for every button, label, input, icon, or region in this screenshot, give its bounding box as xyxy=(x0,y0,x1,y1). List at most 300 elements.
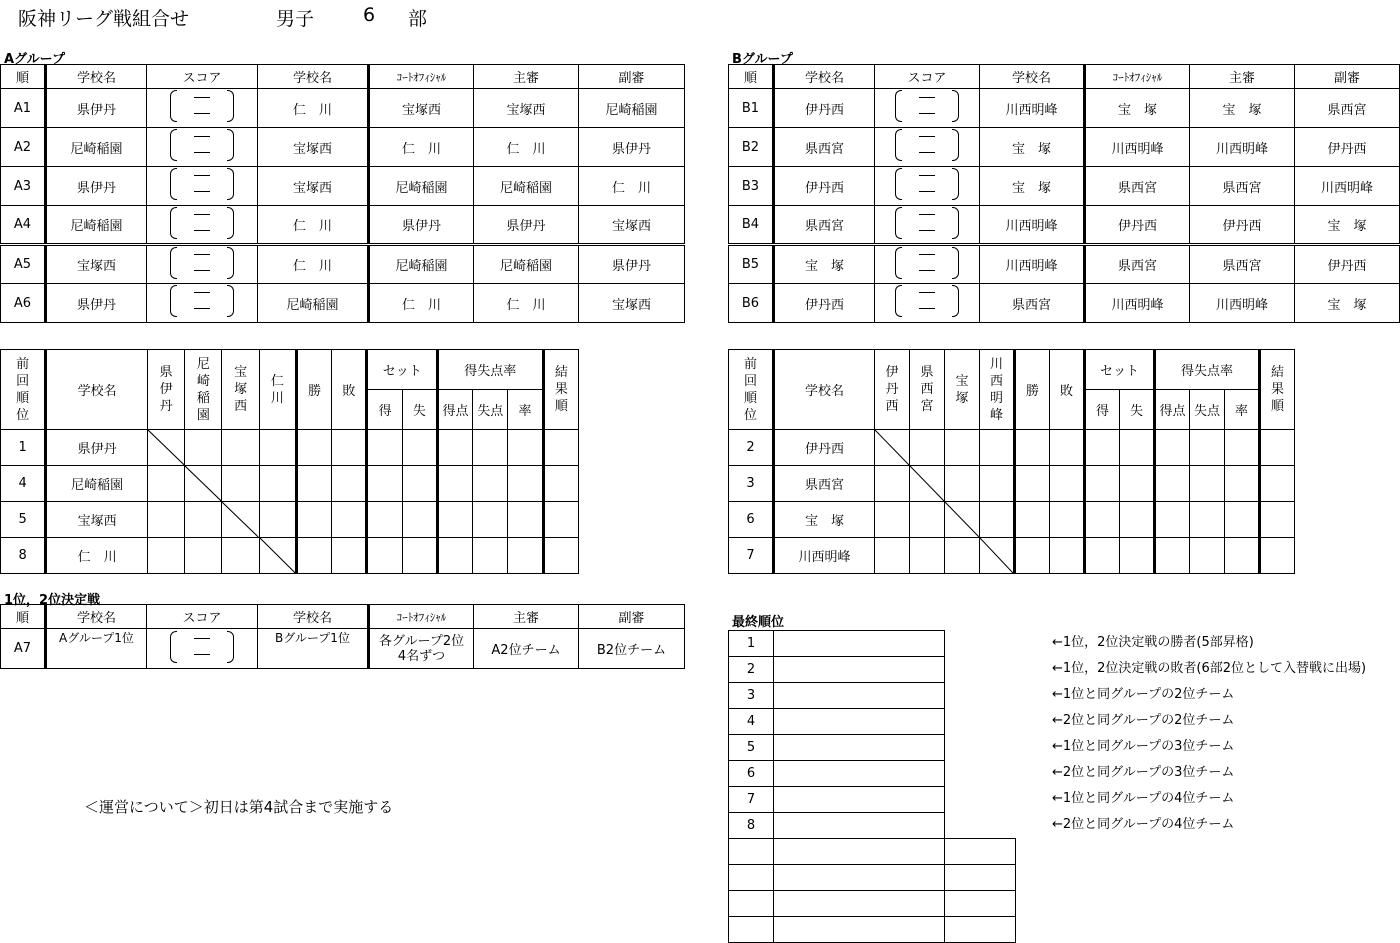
header-sub-referee: 副審 xyxy=(1295,65,1400,89)
header-opponent: 宝 塚 西 xyxy=(222,350,259,430)
win-cell[interactable] xyxy=(296,466,331,502)
standings-row xyxy=(729,430,1295,466)
score-cell[interactable] xyxy=(875,167,980,206)
final-ranking-notes xyxy=(1052,630,1366,838)
set-lost-cell[interactable] xyxy=(1120,502,1155,538)
loss-cell[interactable] xyxy=(1050,538,1085,574)
header-school2: 学校名 xyxy=(258,605,369,629)
score-bracket xyxy=(170,168,234,200)
rank-team-cell[interactable] xyxy=(774,709,945,735)
score-cell[interactable] xyxy=(875,245,980,284)
sub-referee: 川西明峰 xyxy=(1295,167,1400,206)
header-score: スコア xyxy=(875,65,980,89)
match-header-row xyxy=(729,65,1400,89)
header-win: 勝 xyxy=(296,350,331,430)
set-lost-cell[interactable] xyxy=(402,466,437,502)
rate-cell[interactable] xyxy=(1225,502,1260,538)
set-won-cell[interactable] xyxy=(367,466,402,502)
score-cell[interactable] xyxy=(875,89,980,128)
rate-cell[interactable] xyxy=(508,466,543,502)
team2-name: 宝 塚 xyxy=(980,128,1085,167)
extra-cell[interactable] xyxy=(774,891,945,917)
result-cell[interactable] xyxy=(945,466,980,502)
court-official-line2: 4名ずつ xyxy=(397,648,446,664)
set-lost-cell[interactable] xyxy=(402,502,437,538)
ranking-row xyxy=(729,683,1016,709)
ranking-note: ←1位，2位決定戦の敗者(6部2位として入替戦に出場) xyxy=(1052,661,1367,676)
score-cell[interactable] xyxy=(147,629,258,669)
sub-referee: 尼崎稲園 xyxy=(579,89,685,128)
result-cell[interactable] xyxy=(185,430,222,466)
self-match-cell xyxy=(945,502,980,538)
match-row xyxy=(1,128,685,167)
result-cell[interactable] xyxy=(945,538,980,574)
set-lost-cell[interactable] xyxy=(1120,538,1155,574)
extra-cell[interactable] xyxy=(945,917,1016,943)
set-won-cell[interactable] xyxy=(1085,538,1120,574)
header-sub-referee: 副審 xyxy=(579,65,685,89)
sub-referee: 伊丹西 xyxy=(1295,245,1400,284)
win-cell[interactable] xyxy=(1015,502,1050,538)
school-name: 宝塚西 xyxy=(46,502,148,538)
rank-team-cell[interactable] xyxy=(774,657,945,683)
result-cell[interactable] xyxy=(147,466,184,502)
result-cell[interactable] xyxy=(945,430,980,466)
rate-cell[interactable] xyxy=(1225,466,1260,502)
sub-referee: 宝 塚 xyxy=(1295,284,1400,323)
header-sub-referee: 副審 xyxy=(579,605,685,629)
team1-name: 尼崎稲園 xyxy=(46,206,147,245)
score-cell[interactable] xyxy=(875,128,980,167)
self-match-cell xyxy=(147,430,184,466)
header-rate: 率 xyxy=(1225,390,1260,430)
loss-cell[interactable] xyxy=(1050,466,1085,502)
score-cell[interactable] xyxy=(147,245,258,284)
team1-name: 県伊丹 xyxy=(46,284,147,323)
school-name: 宝 塚 xyxy=(774,502,875,538)
result-cell[interactable] xyxy=(910,502,945,538)
team2-name: 宝塚西 xyxy=(258,128,369,167)
score-cell[interactable] xyxy=(147,206,258,245)
header-school1: 学校名 xyxy=(46,605,147,629)
court-official: 尼崎稲園 xyxy=(369,167,474,206)
final-ranking-label: 最終順位 xyxy=(732,615,785,630)
loss-cell[interactable] xyxy=(332,502,367,538)
header-score: スコア xyxy=(147,605,258,629)
result-cell[interactable] xyxy=(147,538,184,574)
extra-cell[interactable] xyxy=(729,891,774,917)
match-row xyxy=(1,245,685,284)
team1-name: 県伊丹 xyxy=(46,167,147,206)
header-set-lost: 失 xyxy=(402,390,437,430)
ranking-note: ←2位と同グループの3位チーム xyxy=(1052,765,1235,780)
team1-name: 宝 塚 xyxy=(774,245,875,284)
ranking-row xyxy=(729,761,1016,787)
header-points-rate: 得失点率 xyxy=(1155,350,1260,390)
header-result: 結 果 順 xyxy=(543,350,578,430)
sub-referee: 県伊丹 xyxy=(579,245,685,284)
prev-rank: 2 xyxy=(729,430,774,466)
rank-number: 4 xyxy=(729,709,774,735)
ranking-row xyxy=(729,813,1016,839)
rank-spacer xyxy=(945,657,1016,683)
team2-name: 川西明峰 xyxy=(980,206,1085,245)
ranking-row xyxy=(729,631,1016,657)
win-cell[interactable] xyxy=(1015,430,1050,466)
header-set-won: 得 xyxy=(1085,390,1120,430)
score-bracket xyxy=(170,90,234,122)
score-cell[interactable] xyxy=(875,284,980,323)
team2-name: 川西明峰 xyxy=(980,89,1085,128)
header-points-rate: 得失点率 xyxy=(437,350,543,390)
points-for-cell[interactable] xyxy=(1155,430,1190,466)
rank-spacer xyxy=(945,709,1016,735)
rate-cell[interactable] xyxy=(508,538,543,574)
team2-name: 仁 川 xyxy=(258,245,369,284)
court-official: 県西宮 xyxy=(1085,245,1190,284)
rank-team-cell[interactable] xyxy=(774,735,945,761)
school-name: 伊丹西 xyxy=(774,430,875,466)
header-set: セット xyxy=(1085,350,1155,390)
prev-rank: 1 xyxy=(1,430,46,466)
team2-name: 仁 川 xyxy=(258,206,369,245)
division-number: 6 xyxy=(363,4,376,26)
team1-name: 県西宮 xyxy=(774,128,875,167)
team2-name: 川西明峰 xyxy=(980,245,1085,284)
result-cell[interactable] xyxy=(259,466,296,502)
points-against-cell[interactable] xyxy=(473,538,508,574)
match-header-row xyxy=(1,65,685,89)
result-cell[interactable] xyxy=(875,538,910,574)
header-set: セット xyxy=(367,350,437,390)
result-cell[interactable] xyxy=(1260,466,1295,502)
result-cell[interactable] xyxy=(222,538,259,574)
set-lost-cell[interactable] xyxy=(1120,466,1155,502)
ranking-row xyxy=(729,787,1016,813)
loss-cell[interactable] xyxy=(332,466,367,502)
match-number: B5 xyxy=(729,245,774,284)
rank-team-cell[interactable] xyxy=(774,683,945,709)
loss-cell[interactable] xyxy=(332,430,367,466)
score-cell[interactable] xyxy=(147,284,258,323)
set-won-cell[interactable] xyxy=(367,502,402,538)
final-match-row xyxy=(1,629,685,669)
result-cell[interactable] xyxy=(543,466,578,502)
points-for-cell[interactable] xyxy=(1155,538,1190,574)
rate-cell[interactable] xyxy=(1225,538,1260,574)
win-cell[interactable] xyxy=(296,538,331,574)
header-referee: 主審 xyxy=(1190,65,1295,89)
points-for-cell[interactable] xyxy=(437,502,472,538)
match-number: A4 xyxy=(1,206,46,245)
standings-row xyxy=(729,538,1295,574)
sub-referee: 宝 塚 xyxy=(1295,206,1400,245)
extra-cell[interactable] xyxy=(729,917,774,943)
extra-cell[interactable] xyxy=(945,839,1016,865)
result-cell[interactable] xyxy=(980,430,1015,466)
ranking-note: ←1位と同グループの2位チーム xyxy=(1052,687,1235,702)
score-bracket xyxy=(895,90,959,122)
rank-spacer xyxy=(945,735,1016,761)
court-official-line1: 各グループ2位 xyxy=(378,633,465,649)
points-for-cell[interactable] xyxy=(1155,502,1190,538)
set-won-cell[interactable] xyxy=(1085,466,1120,502)
score-bracket xyxy=(895,129,959,161)
referee: 仁 川 xyxy=(474,128,579,167)
result-cell[interactable] xyxy=(543,502,578,538)
set-lost-cell[interactable] xyxy=(402,430,437,466)
loss-cell[interactable] xyxy=(1050,430,1085,466)
ranking-extra-row xyxy=(729,891,1016,917)
match-number: B1 xyxy=(729,89,774,128)
court-official: 川西明峰 xyxy=(1085,284,1190,323)
court-official: 県伊丹 xyxy=(369,206,474,245)
header-referee: 主審 xyxy=(474,605,579,629)
score-bracket xyxy=(170,631,234,663)
score-bracket xyxy=(170,207,234,239)
rank-team-cell[interactable] xyxy=(774,631,945,657)
points-for-cell[interactable] xyxy=(437,466,472,502)
rank-team-cell[interactable] xyxy=(774,813,945,839)
result-cell[interactable] xyxy=(1260,502,1295,538)
score-cell[interactable] xyxy=(147,89,258,128)
win-cell[interactable] xyxy=(296,502,331,538)
team1-name: 伊丹西 xyxy=(774,167,875,206)
header-score: スコア xyxy=(147,65,258,89)
set-won-cell[interactable] xyxy=(367,538,402,574)
header-opponent: 宝 塚 xyxy=(945,350,980,430)
set-won-cell[interactable] xyxy=(1085,502,1120,538)
header-school2: 学校名 xyxy=(980,65,1085,89)
ranking-extra-row xyxy=(729,865,1016,891)
points-against-cell[interactable] xyxy=(473,466,508,502)
points-for-cell[interactable] xyxy=(437,538,472,574)
rank-spacer xyxy=(945,787,1016,813)
team1-name: 尼崎稲園 xyxy=(46,128,147,167)
points-against-cell[interactable] xyxy=(1190,466,1225,502)
self-match-cell xyxy=(910,466,945,502)
points-against-cell[interactable] xyxy=(473,430,508,466)
result-cell[interactable] xyxy=(543,538,578,574)
win-cell[interactable] xyxy=(296,430,331,466)
extra-cell[interactable] xyxy=(945,891,1016,917)
score-cell[interactable] xyxy=(147,128,258,167)
rank-number: 8 xyxy=(729,813,774,839)
result-cell[interactable] xyxy=(543,430,578,466)
referee: 伊丹西 xyxy=(1190,206,1295,245)
ranking-extra-row xyxy=(729,839,1016,865)
set-lost-cell[interactable] xyxy=(402,538,437,574)
result-cell[interactable] xyxy=(910,430,945,466)
extra-cell[interactable] xyxy=(774,917,945,943)
match-row xyxy=(729,128,1400,167)
ranking-row xyxy=(729,735,1016,761)
referee: 県西宮 xyxy=(1190,167,1295,206)
page-title: 阪神リーグ戦組合せ xyxy=(18,8,190,30)
match-number: A3 xyxy=(1,167,46,206)
set-lost-cell[interactable] xyxy=(1120,430,1155,466)
header-school1: 学校名 xyxy=(46,65,147,89)
header-opponent: 仁 川 xyxy=(259,350,296,430)
points-against-cell[interactable] xyxy=(1190,430,1225,466)
points-against-cell[interactable] xyxy=(1190,538,1225,574)
self-match-cell xyxy=(259,538,296,574)
sub-referee: 県伊丹 xyxy=(579,128,685,167)
court-official: 尼崎稲園 xyxy=(369,245,474,284)
group-b-label: Bグループ xyxy=(732,52,793,67)
result-cell[interactable] xyxy=(910,538,945,574)
team2-name: 宝塚西 xyxy=(258,167,369,206)
match-number: B6 xyxy=(729,284,774,323)
rank-number: 3 xyxy=(729,683,774,709)
ranking-note: ←1位，2位決定戦の勝者(5部昇格) xyxy=(1052,635,1254,650)
header-order: 順 xyxy=(1,605,46,629)
rank-number: 1 xyxy=(729,631,774,657)
rank-number: 7 xyxy=(729,787,774,813)
result-cell[interactable] xyxy=(147,502,184,538)
header-court: ｺｰﾄｵﾌｨｼｬﾙ xyxy=(369,605,474,629)
extra-cell[interactable] xyxy=(774,865,945,891)
header-order: 順 xyxy=(729,65,774,89)
rank-number: 6 xyxy=(729,761,774,787)
result-cell[interactable] xyxy=(259,502,296,538)
self-match-cell xyxy=(875,430,910,466)
header-loss: 敗 xyxy=(1050,350,1085,430)
match-number: A1 xyxy=(1,89,46,128)
loss-cell[interactable] xyxy=(1050,502,1085,538)
set-won-cell[interactable] xyxy=(367,430,402,466)
ranking-row xyxy=(729,657,1016,683)
header-result: 結 果 順 xyxy=(1260,350,1295,430)
referee: 県伊丹 xyxy=(474,206,579,245)
school-name: 尼崎稲園 xyxy=(46,466,148,502)
standings-row xyxy=(1,430,579,466)
match-number: B4 xyxy=(729,206,774,245)
result-cell[interactable] xyxy=(185,502,222,538)
match-row xyxy=(729,284,1400,323)
result-cell[interactable] xyxy=(259,430,296,466)
match-row xyxy=(729,206,1400,245)
team1-label: Aグループ1位 xyxy=(46,629,147,669)
header-school: 学校名 xyxy=(46,350,148,430)
set-won-cell[interactable] xyxy=(1085,430,1120,466)
school-name: 県西宮 xyxy=(774,466,875,502)
header-points-against: 失点 xyxy=(473,390,508,430)
court-official: 伊丹西 xyxy=(1085,206,1190,245)
final-match-label: 1位，2位決定戦 xyxy=(4,593,101,608)
score-cell[interactable] xyxy=(147,167,258,206)
referee: 仁 川 xyxy=(474,284,579,323)
points-for-cell[interactable] xyxy=(437,430,472,466)
match-row xyxy=(1,206,685,245)
prev-rank: 4 xyxy=(1,466,46,502)
rank-number: 5 xyxy=(729,735,774,761)
rank-team-cell[interactable] xyxy=(774,761,945,787)
score-bracket xyxy=(170,285,234,317)
referee-cell: A2位チーム xyxy=(474,629,579,669)
self-match-cell xyxy=(980,538,1015,574)
win-cell[interactable] xyxy=(1015,466,1050,502)
referee: 尼崎稲園 xyxy=(474,167,579,206)
points-against-cell[interactable] xyxy=(473,502,508,538)
header-opponent: 県 西 宮 xyxy=(910,350,945,430)
loss-cell[interactable] xyxy=(332,538,367,574)
court-official: 宝塚西 xyxy=(369,89,474,128)
result-cell[interactable] xyxy=(185,538,222,574)
group-b-standings-table xyxy=(728,349,1295,574)
rate-cell[interactable] xyxy=(508,430,543,466)
court-official: 川西明峰 xyxy=(1085,128,1190,167)
header-prev-rank: 前 回 順 位 xyxy=(1,350,46,430)
match-number: A6 xyxy=(1,284,46,323)
extra-cell[interactable] xyxy=(945,865,1016,891)
ranking-extra-row xyxy=(729,917,1016,943)
result-cell[interactable] xyxy=(875,502,910,538)
referee: 川西明峰 xyxy=(1190,284,1295,323)
result-cell[interactable] xyxy=(222,466,259,502)
win-cell[interactable] xyxy=(1015,538,1050,574)
standings-row xyxy=(729,466,1295,502)
points-for-cell[interactable] xyxy=(1155,466,1190,502)
score-bracket xyxy=(170,129,234,161)
sub-referee: 宝塚西 xyxy=(579,206,685,245)
team1-name: 伊丹西 xyxy=(774,284,875,323)
match-row xyxy=(729,89,1400,128)
result-cell[interactable] xyxy=(980,466,1015,502)
team1-name: 県伊丹 xyxy=(46,89,147,128)
points-against-cell[interactable] xyxy=(1190,502,1225,538)
referee: 宝 塚 xyxy=(1190,89,1295,128)
prev-rank: 7 xyxy=(729,538,774,574)
match-row xyxy=(1,89,685,128)
standings-row xyxy=(1,538,579,574)
header-court: ｺｰﾄｵﾌｨｼｬﾙ xyxy=(1085,65,1190,89)
rank-spacer xyxy=(945,683,1016,709)
group-b-match-table xyxy=(728,64,1400,323)
result-cell[interactable] xyxy=(980,502,1015,538)
sub-referee: 仁 川 xyxy=(579,167,685,206)
extra-cell[interactable] xyxy=(729,865,774,891)
ranking-note: ←1位と同グループの3位チーム xyxy=(1052,739,1235,754)
header-school2: 学校名 xyxy=(258,65,369,89)
header-referee: 主審 xyxy=(474,65,579,89)
header-set-lost: 失 xyxy=(1120,390,1155,430)
extra-cell[interactable] xyxy=(774,839,945,865)
standings-header-row xyxy=(729,350,1295,390)
result-cell[interactable] xyxy=(222,430,259,466)
score-bracket xyxy=(895,247,959,279)
rate-cell[interactable] xyxy=(1225,430,1260,466)
team2-name: 尼崎稲園 xyxy=(258,284,369,323)
match-row xyxy=(1,284,685,323)
score-cell[interactable] xyxy=(875,206,980,245)
result-cell[interactable] xyxy=(875,466,910,502)
rate-cell[interactable] xyxy=(508,502,543,538)
extra-cell[interactable] xyxy=(729,839,774,865)
result-cell[interactable] xyxy=(1260,430,1295,466)
header-opponent: 県 伊 丹 xyxy=(147,350,184,430)
rank-number: 2 xyxy=(729,657,774,683)
header-points-against: 失点 xyxy=(1190,390,1225,430)
court-official: 宝 塚 xyxy=(1085,89,1190,128)
rank-team-cell[interactable] xyxy=(774,787,945,813)
header-opponent: 尼 崎 稲 園 xyxy=(185,350,222,430)
header-school1: 学校名 xyxy=(774,65,875,89)
match-number: B2 xyxy=(729,128,774,167)
result-cell[interactable] xyxy=(1260,538,1295,574)
self-match-cell xyxy=(222,502,259,538)
team1-name: 伊丹西 xyxy=(774,89,875,128)
